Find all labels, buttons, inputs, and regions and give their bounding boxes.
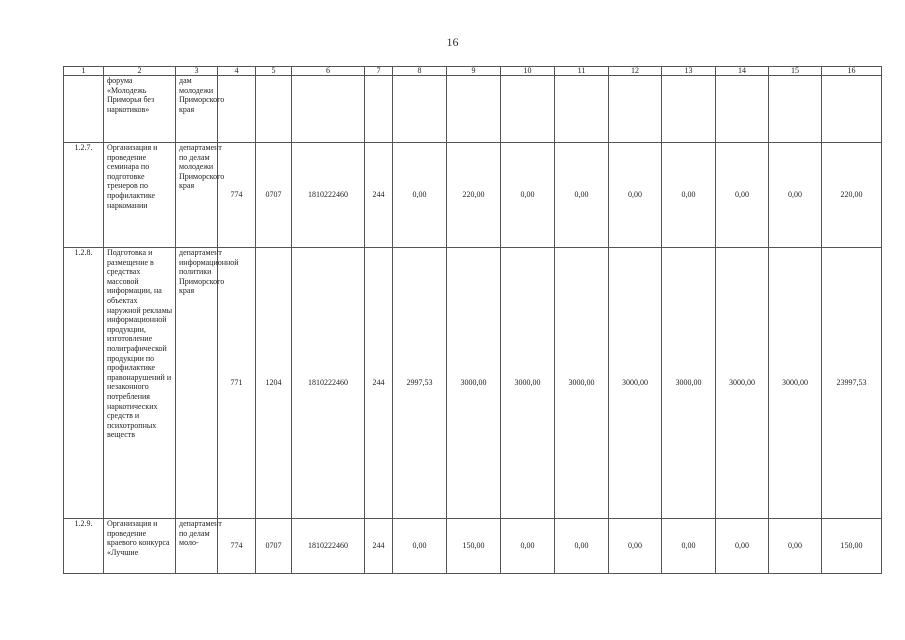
column-header: 1 bbox=[64, 67, 104, 76]
value-cell bbox=[365, 76, 393, 143]
row-number: 1.2.8. bbox=[64, 248, 104, 519]
page-number: 16 bbox=[446, 35, 459, 49]
value-cell: 3000,00 bbox=[716, 248, 769, 519]
row-number bbox=[64, 76, 104, 143]
value-cell: 0,00 bbox=[716, 519, 769, 574]
executor: департамент по делам молодежи Приморского края bbox=[176, 143, 218, 248]
column-header: 7 bbox=[365, 67, 393, 76]
column-header: 14 bbox=[716, 67, 769, 76]
value-cell: 3000,00 bbox=[662, 248, 716, 519]
column-header: 8 bbox=[393, 67, 447, 76]
executor: дам молодежи Приморского края bbox=[176, 76, 218, 143]
value-cell: 0,00 bbox=[769, 519, 822, 574]
value-cell: 150,00 bbox=[447, 519, 501, 574]
table-row bbox=[64, 248, 882, 519]
value-cell: 774 bbox=[218, 143, 256, 248]
value-cell: 0,00 bbox=[716, 143, 769, 248]
value-cell bbox=[609, 76, 662, 143]
value-cell: 2997,53 bbox=[393, 248, 447, 519]
value-cell bbox=[716, 76, 769, 143]
value-cell bbox=[555, 76, 609, 143]
column-header: 10 bbox=[501, 67, 555, 76]
value-cell: 0,00 bbox=[609, 143, 662, 248]
value-cell: 244 bbox=[365, 143, 393, 248]
column-header: 5 bbox=[256, 67, 292, 76]
value-cell: 0,00 bbox=[662, 519, 716, 574]
value-cell: 0707 bbox=[256, 143, 292, 248]
value-cell: 23997,53 bbox=[822, 248, 882, 519]
table-row bbox=[64, 519, 882, 574]
activity-name: форума «Молодежь Приморья без наркотиков» bbox=[104, 76, 176, 143]
value-cell: 3000,00 bbox=[609, 248, 662, 519]
activity-name: Организация и проведение краевого конкурса «Лучшие bbox=[104, 519, 176, 574]
column-header: 9 bbox=[447, 67, 501, 76]
column-header: 4 bbox=[218, 67, 256, 76]
value-cell: 220,00 bbox=[822, 143, 882, 248]
value-cell: 0,00 bbox=[555, 143, 609, 248]
row-number: 1.2.7. bbox=[64, 143, 104, 248]
value-cell: 150,00 bbox=[822, 519, 882, 574]
value-cell: 774 bbox=[218, 519, 256, 574]
value-cell: 1810222460 bbox=[292, 519, 365, 574]
column-header: 2 bbox=[104, 67, 176, 76]
value-cell: 244 bbox=[365, 519, 393, 574]
value-cell: 1810222460 bbox=[292, 248, 365, 519]
value-cell: 3000,00 bbox=[769, 248, 822, 519]
value-cell: 3000,00 bbox=[501, 248, 555, 519]
activity-name: Подготовка и размещение в средствах массовой информации, на объектах наружной рекламы информационной продукции, изготовление полиграфической продукции по профилактике правонарушений и незаконного потребления наркотических средств и психотропных веществ bbox=[104, 248, 176, 519]
value-cell: 220,00 bbox=[447, 143, 501, 248]
value-cell bbox=[218, 76, 256, 143]
column-header: 3 bbox=[176, 67, 218, 76]
executor: департамент информационной политики Приморского края bbox=[176, 248, 218, 519]
header-row bbox=[64, 67, 882, 76]
value-cell bbox=[393, 76, 447, 143]
value-cell: 0,00 bbox=[393, 519, 447, 574]
value-cell: 0,00 bbox=[555, 519, 609, 574]
value-cell: 0707 bbox=[256, 519, 292, 574]
executor: департамент по делам моло- bbox=[176, 519, 218, 574]
value-cell: 1204 bbox=[256, 248, 292, 519]
column-header: 6 bbox=[292, 67, 365, 76]
budget-table bbox=[63, 66, 882, 574]
value-cell bbox=[447, 76, 501, 143]
value-cell bbox=[256, 76, 292, 143]
value-cell: 0,00 bbox=[609, 519, 662, 574]
value-cell: 1810222460 bbox=[292, 143, 365, 248]
column-header: 15 bbox=[769, 67, 822, 76]
value-cell: 0,00 bbox=[393, 143, 447, 248]
table-row bbox=[64, 143, 882, 248]
activity-name: Организация и проведение семинара по подготовке тренеров по профилактике наркомании bbox=[104, 143, 176, 248]
column-header: 16 bbox=[822, 67, 882, 76]
column-header: 11 bbox=[555, 67, 609, 76]
value-cell bbox=[662, 76, 716, 143]
column-header: 12 bbox=[609, 67, 662, 76]
value-cell: 0,00 bbox=[662, 143, 716, 248]
table-row bbox=[64, 76, 882, 143]
row-number: 1.2.9. bbox=[64, 519, 104, 574]
value-cell bbox=[769, 76, 822, 143]
value-cell bbox=[501, 76, 555, 143]
value-cell: 3000,00 bbox=[555, 248, 609, 519]
column-header: 13 bbox=[662, 67, 716, 76]
value-cell: 771 bbox=[218, 248, 256, 519]
value-cell bbox=[822, 76, 882, 143]
value-cell: 3000,00 bbox=[447, 248, 501, 519]
value-cell: 0,00 bbox=[501, 519, 555, 574]
value-cell: 244 bbox=[365, 248, 393, 519]
value-cell: 0,00 bbox=[501, 143, 555, 248]
value-cell: 0,00 bbox=[769, 143, 822, 248]
value-cell bbox=[292, 76, 365, 143]
